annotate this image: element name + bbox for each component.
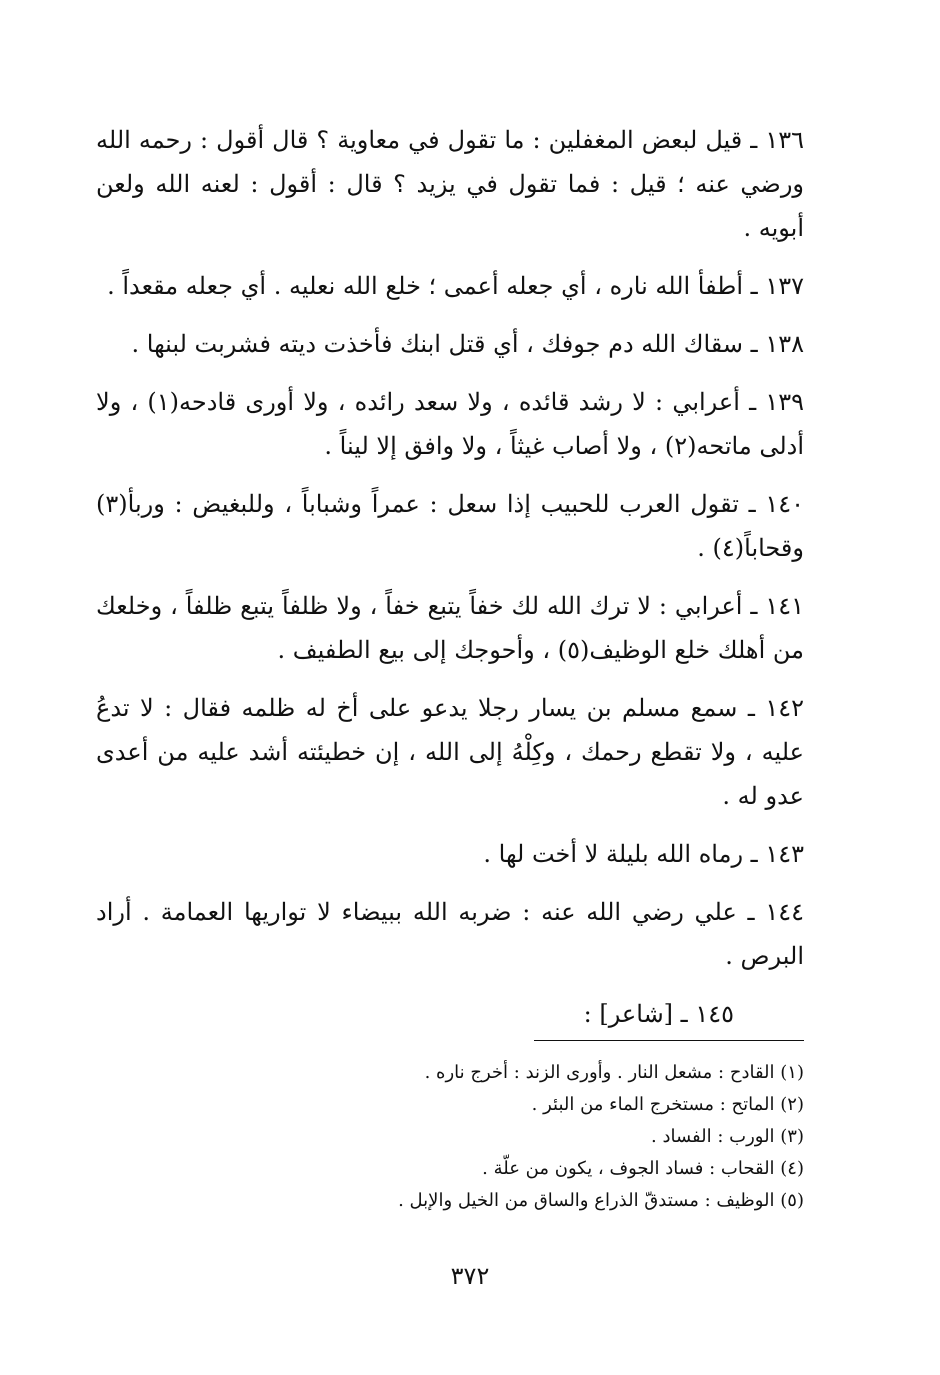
footnote-4: (٤) القحاب : فساد الجوف ، يكون من علّة . <box>482 1158 804 1179</box>
paragraph-141: ١٤١ ـ أعرابي : لا ترك الله لك خفاً يتبع خفاً ، ولا ظلفاً يتبع ظلفاً ، وخلعك من أهلك خلع الوظيف(٥) ، وأحوجك إلى بيع الطفيف . <box>96 592 804 664</box>
paragraph-144: ١٤٤ ـ علي رضي الله عنه : ضربه الله ببيضاء لا تواريها العمامة . أراد البرص . <box>96 898 804 970</box>
footnote-2: (٢) الماتح : مستخرج الماء من البئر . <box>531 1094 804 1115</box>
paragraph-145: ١٤٥ ـ [شاعر] : <box>583 1000 734 1028</box>
paragraph-143: ١٤٣ ـ رماه الله بليلة لا أخت لها . <box>483 840 804 868</box>
paragraph-139: ١٣٩ ـ أعرابي : لا رشد قائده ، ولا سعد رائده ، ولا أورى قادحه(١) ، ولا أدلى ماتحه(٢) ، ولا أصاب غيثاً ، ولا وافق إلا ليناً . <box>96 388 804 460</box>
paragraph-138: ١٣٨ ـ سقاك الله دم جوفك ، أي قتل ابنك فأخذت ديته فشربت لبنها . <box>131 330 804 358</box>
footnote-5: (٥) الوظيف : مستدقّ الذراع والساق من الخيل والإبل . <box>398 1190 804 1211</box>
paragraph-140: ١٤٠ ـ تقول العرب للحبيب إذا سعل : عمراً وشباباً ، وللبغيض : وربأ(٣) وقحاباً(٤) . <box>96 490 804 562</box>
paragraph-137: ١٣٧ ـ أطفأ الله ناره ، أي جعله أعمى ؛ خلع الله نعليه . أي جعله مقعداً . <box>107 272 804 300</box>
main-text <box>96 118 804 1036</box>
footnote-1: (١) القادح : مشعل النار . وأورى الزند : أخرج ناره . <box>424 1062 804 1083</box>
paragraph-142: ١٤٢ ـ سمع مسلم بن يسار رجلا يدعو على أخ له ظلمه فقال : لا تدعُ عليه ، ولا تقطع رحمك ، وكِلْهُ إلى الله ، إن خطيئته أشد عليه من أعدى عدو له . <box>96 694 804 810</box>
footnotes <box>384 1040 804 1217</box>
paragraph-136: ١٣٦ ـ قيل لبعض المغفلين : ما تقول في معاوية ؟ قال أقول : رحمه الله ورضي عنه ؛ قيل : فما تقول في يزيد ؟ قال : أقول : لعنه الله ولعن أبويه . <box>96 126 804 242</box>
page-number: ٣٧٢ <box>450 1262 490 1290</box>
footnote-3: (٣) الورب : الفساد . <box>651 1126 804 1147</box>
footnote-divider <box>534 1040 804 1041</box>
